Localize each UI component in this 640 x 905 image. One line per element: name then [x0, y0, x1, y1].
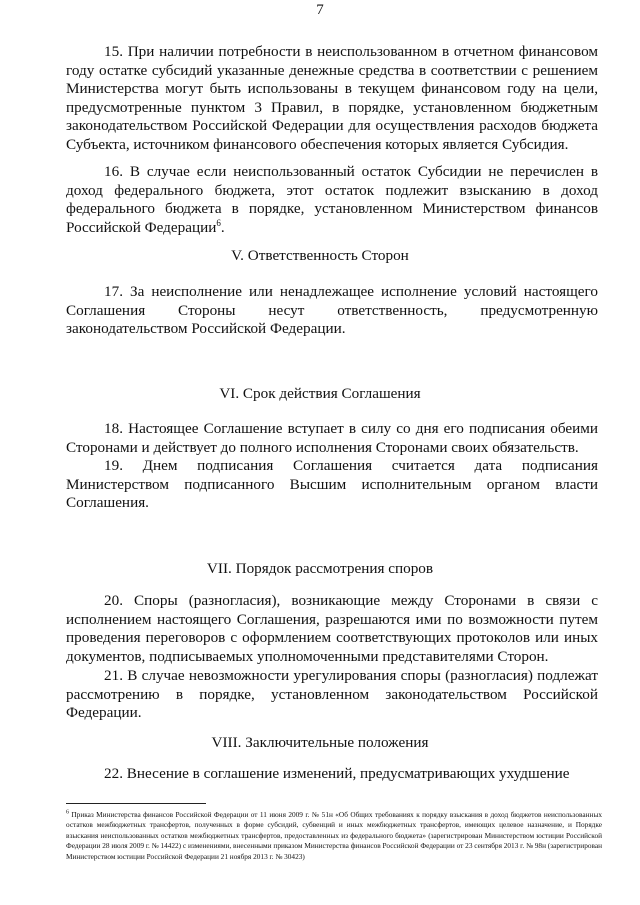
paragraph-16-text: 16. В случае если неиспользованный остаток Субсидии не перечислен в доход федерального бюджета, этот остаток подлежит взысканию в доход федерального бюджета в порядке, установленном Министерством финансов Российской Федерации [66, 163, 598, 236]
paragraph-20: 20. Споры (разногласия), возникающие между Сторонами в связи с исполнением настоящего Соглашения, разрешаются ими по возможности путем проведения переговоров с оформлением соответствующих протоколов или иных документов, подписываемых уполномоченными представителями Сторон. [66, 592, 598, 665]
page-number: 7 [316, 2, 324, 18]
paragraph-21: 21. В случае невозможности урегулирования споры (разногласия) подлежат рассмотрению в порядке, установленном законодательством Российской Федерации. [66, 667, 598, 722]
paragraph-18: 18. Настоящее Соглашение вступает в силу со дня его подписания обеими Сторонами и действует до полного исполнения Сторонами своих обязательств. [66, 420, 598, 456]
section-8-heading: VIII. Заключительные положения [211, 734, 429, 751]
paragraph-16 [66, 163, 598, 237]
section-5-heading: V. Ответственность Сторон [231, 247, 409, 264]
section-7-heading: VII. Порядок рассмотрения споров [206, 560, 434, 577]
section-6-heading: VI. Срок действия Соглашения [219, 385, 421, 402]
footnote-separator [66, 803, 206, 804]
footnote-text: Приказ Министерства финансов Российской Федерации от 11 июня 2009 г. № 51н «Об Общих требованиях к порядку взыскания в доход бюджетов неиспользованных остатков межбюджетных трансфертов, полученных в форме субсидий, субвенций и иных межбюджетных трансфертов, имеющих целевое назначение, и Порядке взыскания неиспользованных остатков межбюджетных трансфертов, предоставленных из федерального бюджета» (зарегистрирован Министерством юстиции Российской Федерации 28 июля 2009 г. № 14422) с изменениями, внесенными приказом Министерства финансов Российской Федерации от 23 сентября 2013 г. № 98н (зарегистрирован Министерством юстиции Российской Федерации 21 ноября 2013 г. № 30423) [66, 810, 602, 861]
paragraph-16-end: . [220, 218, 225, 236]
footnote-6 [66, 810, 602, 862]
paragraph-22: 22. Внесение в соглашение изменений, предусматривающих ухудшение [104, 765, 570, 782]
paragraph-15: 15. При наличии потребности в неиспользованном в отчетном финансовом году остатке субсидий указанные денежные средства в соответствии с решением Министерства могут быть использованы в текущем финансовом году на цели, предусмотренные пунктом 3 Правил, в порядке, установленном бюджетным законодательством Российской Федерации для осуществления расходов бюджета Субъекта, источником финансового обеспечения которых является Субсидия. [66, 43, 598, 153]
footnote-reference[interactable]: 6 [216, 217, 221, 228]
paragraph-19: 19. Днем подписания Соглашения считается дата подписания Министерством подписанного Высшим исполнительным органом власти Соглашения. [66, 457, 598, 512]
footnote-marker: 6 [66, 809, 69, 816]
paragraph-17: 17. За неисполнение или ненадлежащее исполнение условий настоящего Соглашения Стороны несут ответственность, предусмотренную законодательством Российской Федерации. [66, 283, 598, 338]
